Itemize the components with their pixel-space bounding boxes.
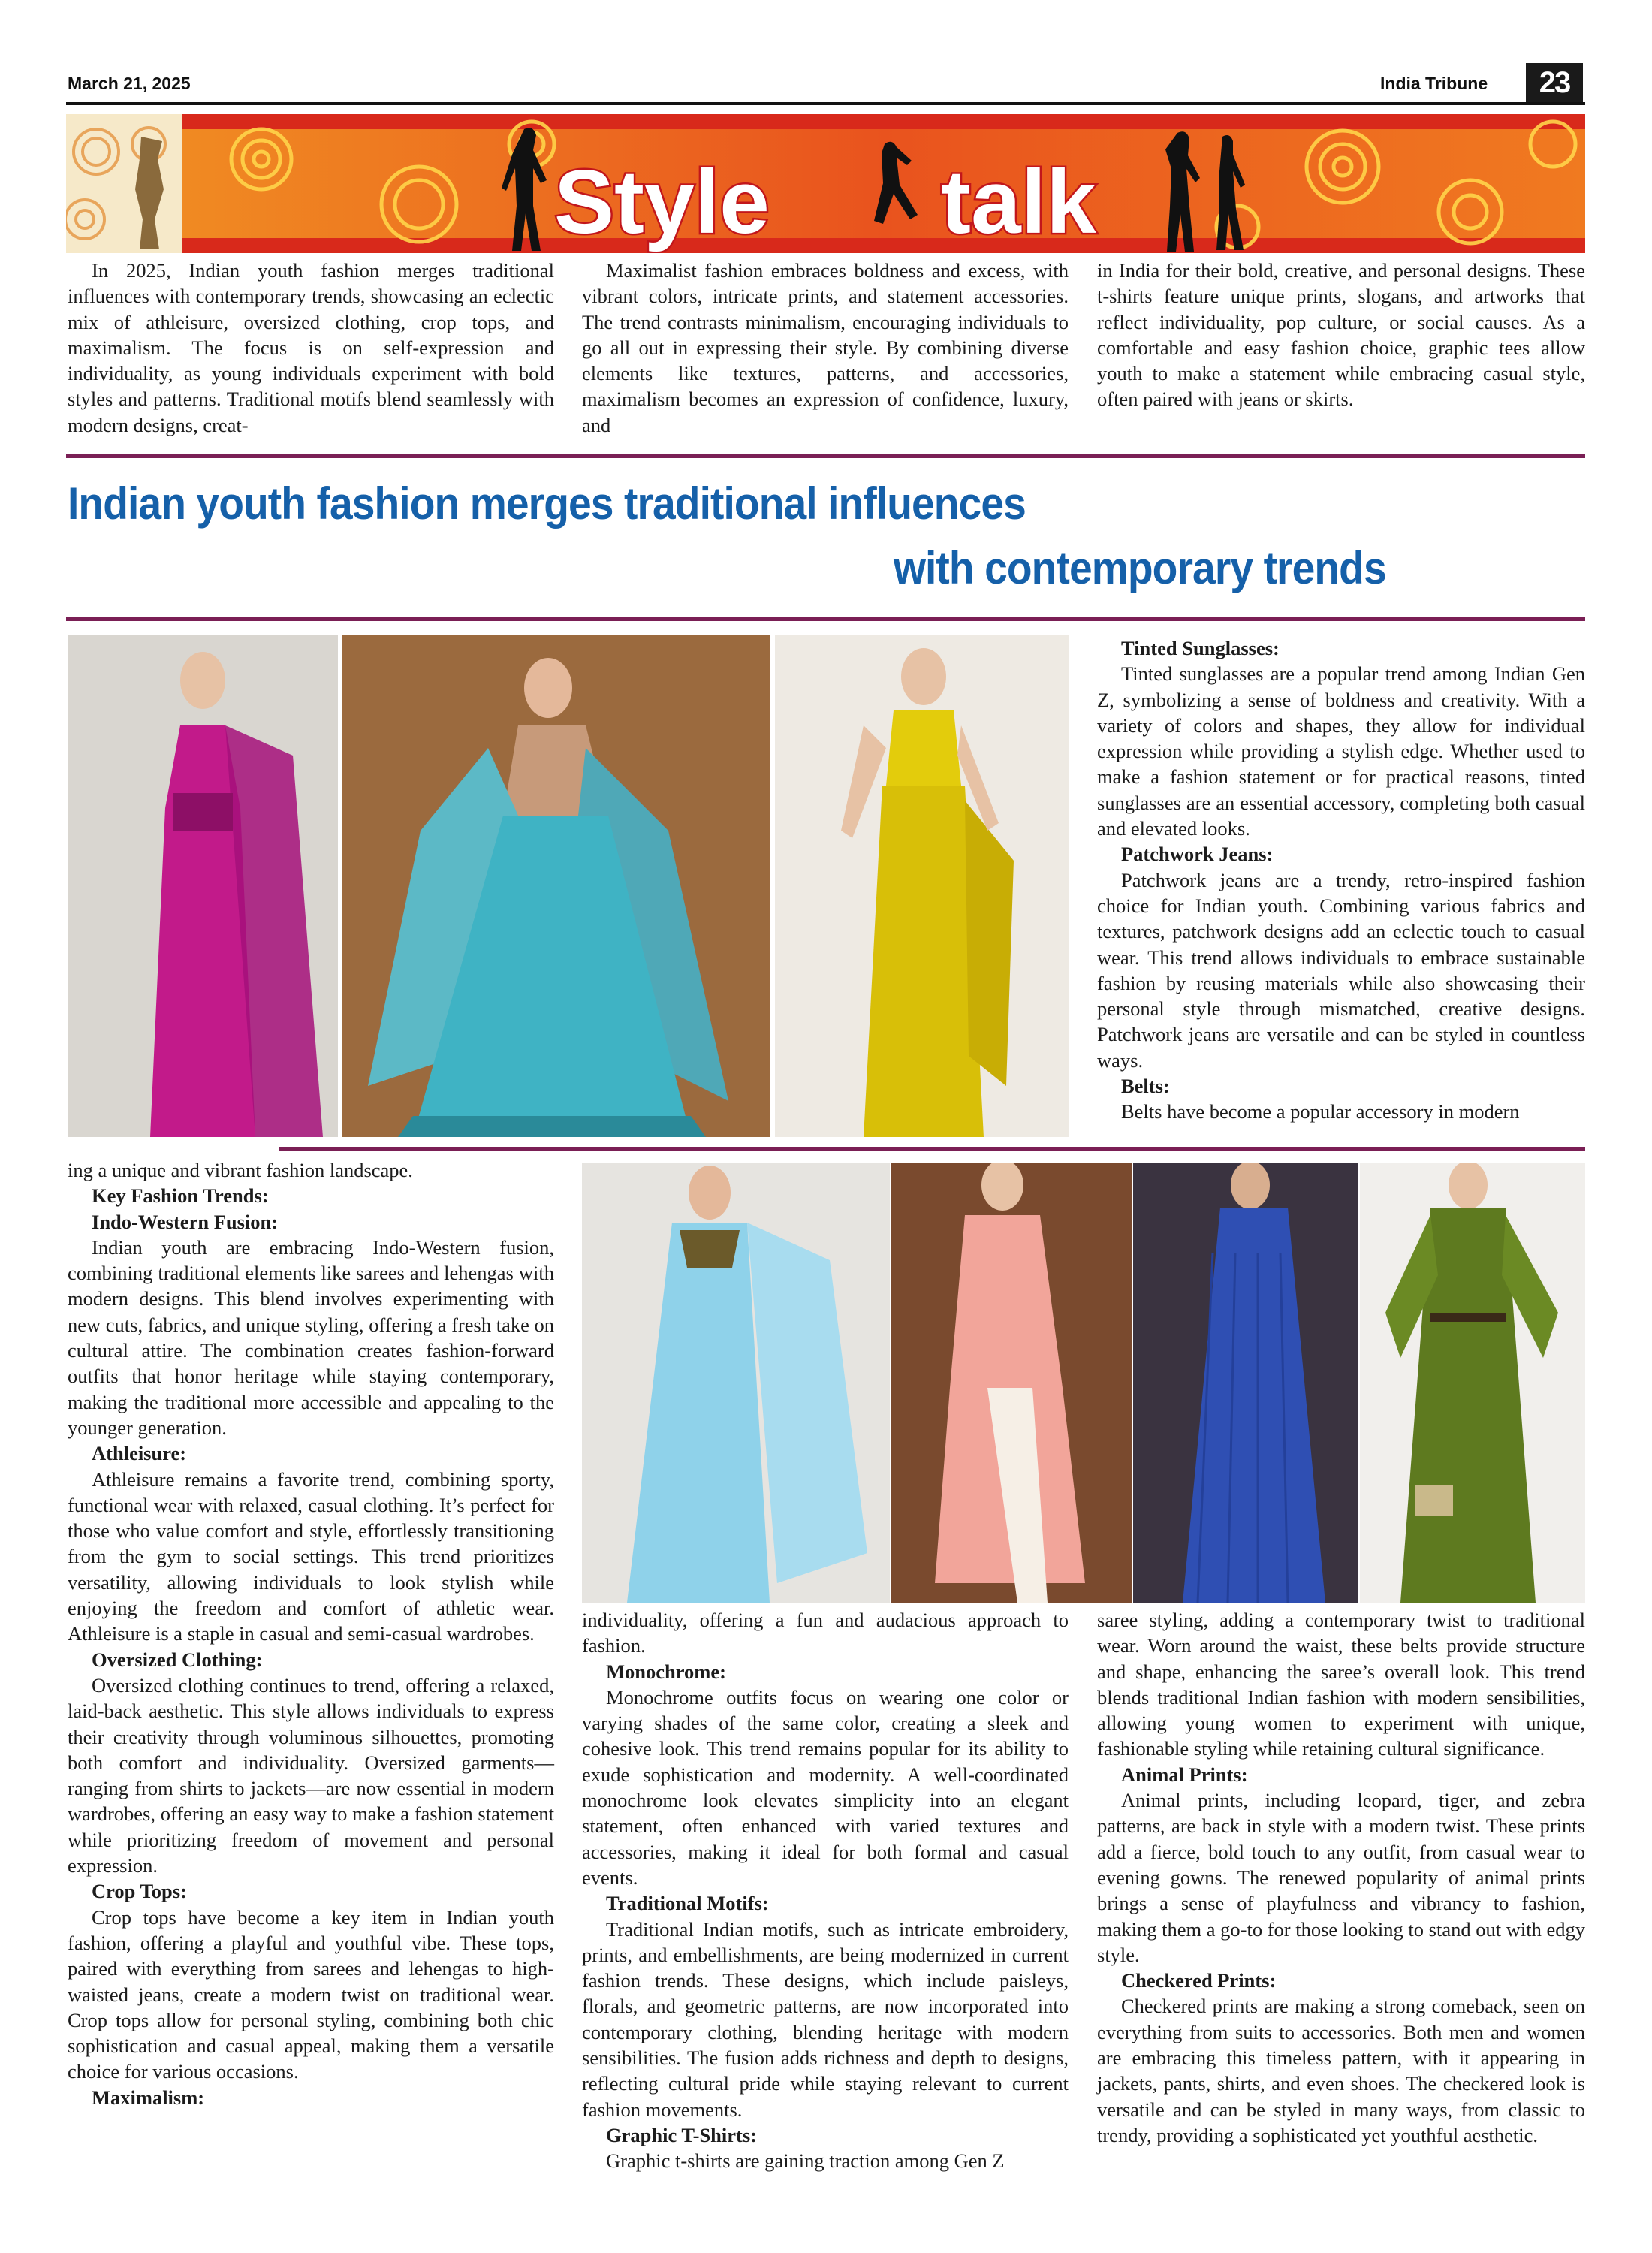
graphic-tshirts-text: Graphic t-shirts are gaining traction among Gen Z bbox=[606, 2149, 1005, 2173]
animal-prints-text: Animal prints, including leopard, tiger, and zebra patterns, are back in style with a modern twist. These prints add a fierce, bold touch to any outfit, from casual wear to evening gowns. The renewed popularity of animal prints brings a sense of playfulness and vibrancy to fashion, making them a go-to for those looking to stand out with edgy style. bbox=[1097, 1789, 1585, 1966]
tinted-sunglasses-heading: Tinted Sunglasses: bbox=[1121, 637, 1280, 659]
headline-line-2: with contemporary trends bbox=[894, 543, 1386, 593]
photo-sky-blue-drape bbox=[582, 1163, 890, 1603]
banner-title-style: Style bbox=[554, 152, 770, 252]
intro-paragraph-3: in India for their bold, creative, and personal designs. These t-shirts feature unique prints, slogans, and artworks that reflect individuality, pop culture, or social causes. As a comfortable and easy fashion choice, graphic tees allow youth to make a statement while embracing casual style, often paired with jeans or skirts. bbox=[1097, 259, 1585, 411]
right-column-upper bbox=[1097, 635, 1585, 1125]
tinted-sunglasses-text: Tinted sunglasses are a popular trend among Indian Gen Z, symbolizing a sense of boldness and creativity. With a variety of colors and shapes, they allow for individual expression while providing a stylish edge. Whether used to make a fashion statement or for practical reasons, tinted sunglasses are an essential accessory, completing both casual and elevated looks. bbox=[1097, 662, 1585, 840]
photo-yellow-drape bbox=[775, 635, 1069, 1137]
oversized-text: Oversized clothing continues to trend, offering a relaxed, laid-back aesthetic. This style allows individuals to express their creativity through voluminous silhouettes, promoting both comfort and individuality. Oversized garments—ranging from shirts to jackets—are now essential in modern wardrobes, offering an easy way to make a fashion statement while prioritizing freedom of movement and personal expression. bbox=[68, 1673, 554, 1878]
divider-below-headline bbox=[66, 617, 1585, 621]
monochrome-heading: Monochrome: bbox=[606, 1660, 726, 1683]
athleisure-text: Athleisure remains a favorite trend, combining sporty, functional wear with relaxed, casual clothing. It’s perfect for those who value comfort and style, effortlessly transitioning from the gym to social settings. This trend prioritizes versatility, allowing individuals to look stylish while enjoying the freedom and comfort of athletic wear. Athleisure is a staple in casual and semi-casual wardrobes. bbox=[68, 1467, 554, 1645]
issue-date: March 21, 2025 bbox=[68, 74, 191, 93]
photo-peach-tunic bbox=[891, 1163, 1132, 1603]
graphic-tshirts-heading: Graphic T-Shirts: bbox=[606, 2123, 758, 2146]
banner-art bbox=[66, 114, 1585, 253]
left-continuation: ing a unique and vibrant fashion landscape. bbox=[68, 1159, 413, 1181]
intro-paragraph-1: In 2025, Indian youth fashion merges traditional influences with contemporary trends, showcasing an eclectic mix of athleisure, oversized clothing, crop tops, and maximalism. The focus is on self-expression and individuality, as young individuals experiment with bold styles and patterns. Traditional motifs blend seamlessly with modern designs, creat- bbox=[68, 259, 554, 436]
crop-tops-heading: Crop Tops: bbox=[92, 1880, 187, 1903]
key-trends-heading: Key Fashion Trends: bbox=[92, 1184, 269, 1208]
photo-magenta-gown bbox=[68, 635, 338, 1137]
headline-line-1: Indian youth fashion merges traditional influences bbox=[68, 478, 1026, 529]
photo-olive-jacket bbox=[1360, 1163, 1585, 1603]
intro-column-1 bbox=[68, 258, 554, 438]
belts-continuation: saree styling, adding a contemporary twist to traditional wear. Worn around the waist, these belts provide structure and shape, enhancing the saree’s overall look. This trend blends traditional Indian fashion with modern sensibilities, allowing young women to experiment with unique, fashionable styling while retaining cultural significance. bbox=[1097, 1609, 1585, 1760]
photo-turquoise-cape bbox=[342, 635, 770, 1137]
photo-royal-blue-pleated bbox=[1133, 1163, 1358, 1603]
divider-above-headline bbox=[66, 454, 1585, 458]
monochrome-text: Monochrome outfits focus on wearing one color or varying shades of the same color, creating a sleek and cohesive look. This trend remains popular for its ability to exude sophistication and modernity. A well-coordinated monochrome look elevates simplicity into an elegant statement, often enhanced with varied textures and accessories, making it ideal for both formal and casual events. bbox=[582, 1685, 1069, 1889]
bottom-photo-strip bbox=[582, 1163, 1585, 1603]
page-number: 23 bbox=[1539, 66, 1570, 99]
athleisure-heading: Athleisure: bbox=[92, 1442, 187, 1465]
style-talk-banner bbox=[66, 114, 1585, 253]
checkered-prints-text: Checkered prints are making a strong comeback, seen on everything from suits to accessories. Both men and women are embracing this timeless pattern, with it appearing in jackets, pants, shirts, and even shoes. The checkered look is versatile and can be styled in many ways, from classic to trendy, providing a sophisticated yet youthful aesthetic. bbox=[1097, 1995, 1585, 2146]
banner-title-talk: talk bbox=[941, 152, 1096, 252]
belts-heading: Belts: bbox=[1121, 1075, 1170, 1098]
left-column bbox=[68, 1157, 554, 2110]
divider-mid bbox=[279, 1147, 1585, 1151]
middle-continuation: individuality, offering a fun and audacious approach to fashion. bbox=[582, 1609, 1069, 1657]
header-rule bbox=[66, 102, 1585, 105]
top-photo-strip bbox=[68, 635, 1069, 1137]
patchwork-jeans-text: Patchwork jeans are a trendy, retro-inspired fashion choice for Indian youth. Combining various fabrics and textures, patchwork designs add an eclectic touch to casual wear. This trend allows individuals to embrace sustainable fashion by reusing materials while also showcasing their personal style through mismatched, creative designs. Patchwork jeans are versatile and can be styled in countless ways. bbox=[1097, 868, 1585, 1072]
animal-prints-heading: Animal Prints: bbox=[1121, 1763, 1248, 1786]
publication-name: India Tribune bbox=[1380, 74, 1488, 93]
indo-western-text: Indian youth are embracing Indo-Western fusion, combining traditional elements like sarees and lehengas with modern designs. This blend involves experimenting with new cuts, fabrics, and unique styling, offering a fresh take on cultural attire. The combination creates fashion-forward outfits that honor heritage while staying contemporary, making the traditional more accessible and appealing to the younger generation. bbox=[68, 1235, 554, 1439]
traditional-motifs-text: Traditional Indian motifs, such as intricate embroidery, prints, and embellishments, are being modernized in current fashion trends. These designs, which include paisleys, florals, and geometric patterns, are now incorporated into contemporary clothing, blending heritage with modern sensibilities. The fusion adds richness and depth to designs, reflecting cultural pride while staying relevant to current fashion movements. bbox=[582, 1917, 1069, 2121]
traditional-motifs-heading: Traditional Motifs: bbox=[606, 1892, 769, 1915]
page-number-badge bbox=[1526, 63, 1583, 102]
crop-tops-text: Crop tops have become a key item in Indian youth fashion, offering a playful and youthful vibe. These tops, paired with everything from sarees and lehengas to high-waisted jeans, create a modern twist on traditional wear. Crop tops allow for personal styling, combining both chic sophistication and casual appeal, making them a versatile choice for various occasions. bbox=[68, 1905, 554, 2083]
intro-column-2 bbox=[582, 258, 1069, 438]
intro-paragraph-2: Maximalist fashion embraces boldness and excess, with vibrant colors, intricate prints, and statement accessories. The trend contrasts minimalism, encouraging individuals to go all out in expressing their style. By combining diverse elements like textures, patterns, and accessories, maximalism becomes an expression of confidence, luxury, and bbox=[582, 259, 1069, 436]
intro-column-3 bbox=[1097, 258, 1585, 412]
oversized-heading: Oversized Clothing: bbox=[92, 1648, 263, 1671]
maximalism-heading: Maximalism: bbox=[92, 2086, 205, 2109]
indo-western-heading: Indo-Western Fusion: bbox=[92, 1210, 279, 1233]
patchwork-jeans-heading: Patchwork Jeans: bbox=[1121, 843, 1274, 866]
right-column-lower bbox=[1097, 1607, 1585, 2148]
belts-text: Belts have become a popular accessory in modern bbox=[1121, 1100, 1520, 1123]
checkered-prints-heading: Checkered Prints: bbox=[1121, 1969, 1277, 1992]
middle-column bbox=[582, 1607, 1069, 2174]
